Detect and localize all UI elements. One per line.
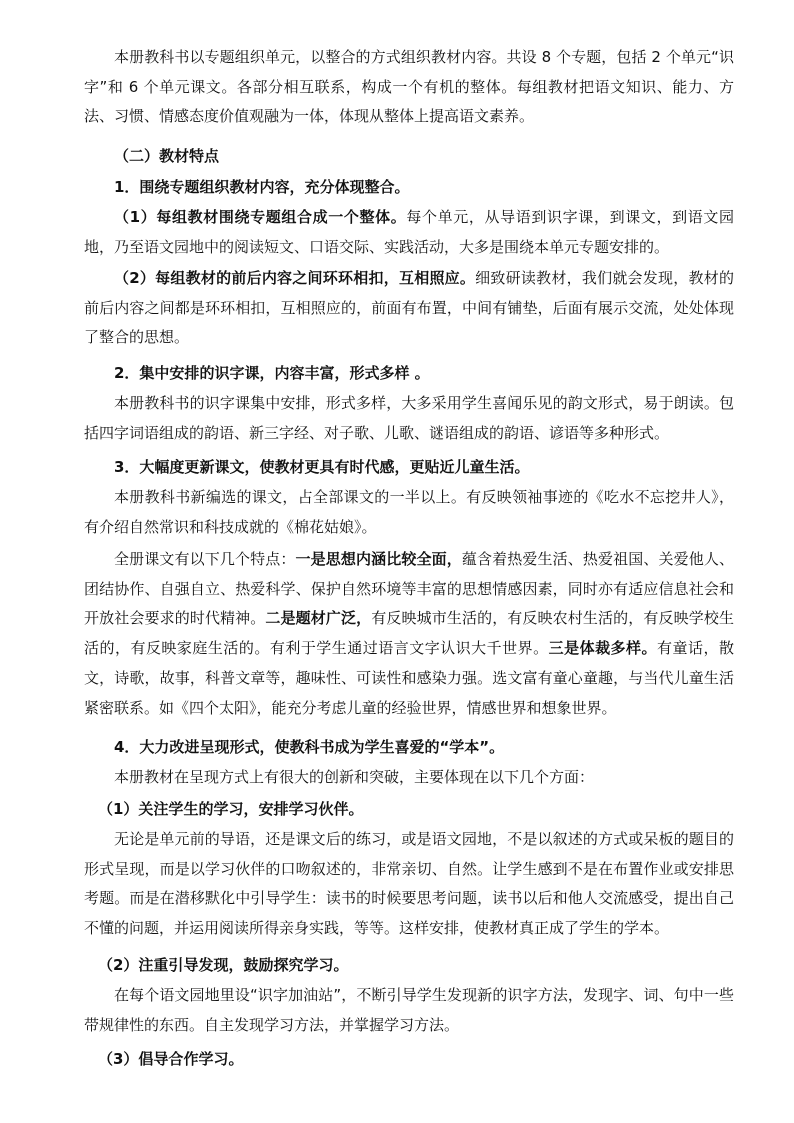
paragraph-2-lead: （2）每组教材的前后内容之间环环相扣，互相照应。 bbox=[114, 269, 476, 287]
paragraph-1-lead: （1）每组教材围绕专题组合成一个整体。 bbox=[114, 208, 407, 226]
paragraph-3: 本册教科书的识字课集中安排，形式多样，大多采用学生喜闻乐见的韵文形式，易于朗读。包括四字词语组成的韵语、新三字经、对子歌、儿歌、谜语组成的韵语、谚语等多种形式。 bbox=[84, 394, 734, 442]
paragraph-1-text: 每个单元，从导语到识字课，到课文，到语文园地，乃至语文园地中的阅读短文、口语交际、实践活动，大多是围绕本单元专题安排的。 bbox=[84, 208, 734, 256]
p5-text-3: 有童话，散文，诗歌，故事，科普文章等，趣味性、可读性和感染力强。选文富有童心童趣，与当代儿童生活紧密联系。如《四个太阳》，能充分考虑儿童的经验世界，情感世界和想象世界。 bbox=[84, 639, 734, 717]
paragraph-6: 本册教材在呈现方式上有很大的创新和突破，主要体现在以下几个方面： bbox=[114, 768, 595, 786]
heading-3: 3．大幅度更新课文，使教材更具有时代感，更贴近儿童生活。 bbox=[114, 458, 530, 476]
heading-4: 4．大力改进呈现形式，使教科书成为学生喜爱的“学本”。 bbox=[114, 738, 505, 756]
heading-2: 2．集中安排的识字课，内容丰富，形式多样 。 bbox=[114, 364, 430, 382]
paragraph-7: 无论是单元前的导语，还是课文后的练习，或是语文园地，不是以叙述的方式或呆板的题目的形式呈现，而是以学习伙伴的口吻叙述的，非常亲切、自然。让学生感到不是在布置作业或安排思考题。而是在潜移默化中引导学生：读书的时候要思考问题，读书以后和他人交流感受，提出自己不懂的问题，并运用阅读所得亲身实践，等等。这样安排，使教材真正成了学生的学本。 bbox=[84, 830, 734, 938]
p5-intro: 全册课文有以下几个特点： bbox=[114, 550, 296, 568]
subheading-3: （3）倡导合作学习。 bbox=[98, 1050, 244, 1068]
paragraph-2 bbox=[84, 264, 734, 353]
paragraph-4: 本册教科书新编选的课文，占全部课文的一半以上。有反映领袖事迹的《吃水不忘挖井人》，有介绍自然常识和科技成就的《棉花姑娘》。 bbox=[84, 488, 734, 536]
p5-point-2: 二是题材广泛， bbox=[265, 609, 372, 628]
p5-text-2: 有反映城市生活的，有反映农村生活的，有反映学校生活的，有反映家庭生活的。有利于学生通过语言文字认识大千世界。 bbox=[84, 609, 734, 658]
section-heading: （二）教材特点 bbox=[114, 147, 220, 165]
paragraph-8: 在每个语文园地里设“识字加油站”，不断引导学生发现新的识字方法，发现字、词、句中一些带规律性的东西。自主发现学习方法，并掌握学习方法。 bbox=[84, 986, 734, 1034]
paragraph-2-text: 细致研读教材，我们就会发现，教材的前后内容之间都是环环相扣，互相照应的，前面有布置，中间有铺垫，后面有展示交流，处处体现了整合的思想。 bbox=[84, 269, 734, 347]
p5-point-3: 三是体裁多样。 bbox=[548, 639, 658, 658]
intro-paragraph: 本册教科书以专题组织单元，以整合的方式组织教材内容。共设 8 个专题，包括 2 个单元“识字”和 6 个单元课文。各部分相互联系，构成一个有机的整体。每组教材把语文知识、能力、方法、习惯、情感态度价值观融为一体，体现从整体上提高语文素养。 bbox=[84, 48, 734, 126]
subheading-1: （1）关注学生的学习，安排学习伙伴。 bbox=[98, 800, 364, 818]
subheading-2: （2）注重引导发现，鼓励探究学习。 bbox=[98, 956, 349, 974]
heading-1: 1．围绕专题组织教材内容，充分体现整合。 bbox=[114, 178, 410, 196]
p5-text-1: 蕴含着热爱生活、热爱祖国、关爱他人、团结协作、自强自立、热爱科学、保护自然环境等丰富的思想情感因素，同时亦有适应信息社会和开放社会要求的时代精神。 bbox=[84, 550, 734, 628]
p5-point-1: 一是思想内涵比较全面， bbox=[295, 550, 462, 568]
paragraph-1 bbox=[84, 203, 734, 262]
paragraph-5 bbox=[84, 545, 734, 723]
